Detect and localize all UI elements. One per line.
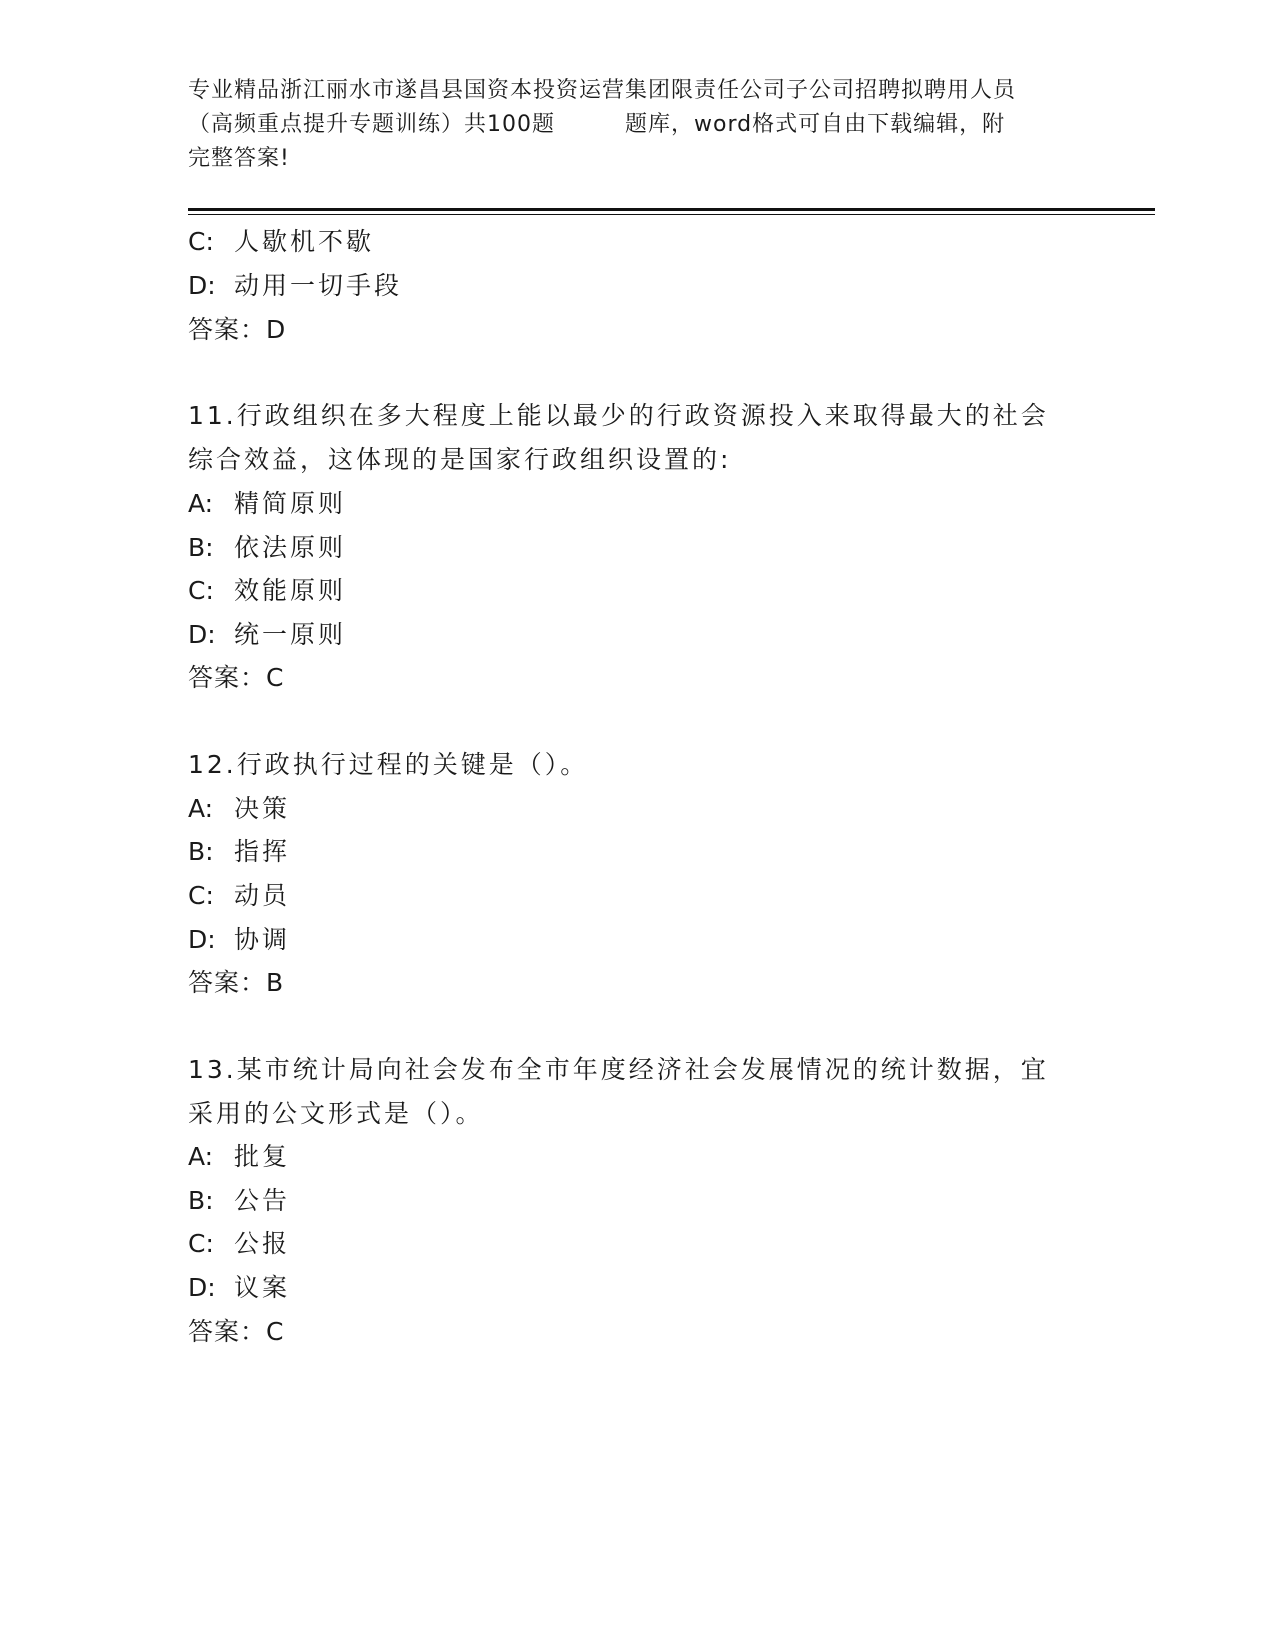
option-letter: C: xyxy=(188,576,214,605)
q12-option-d xyxy=(188,917,290,963)
option-letter: C: xyxy=(188,881,214,910)
option-text: 精简原则 xyxy=(234,489,347,518)
option-text: 效能原则 xyxy=(234,576,347,605)
header-line-2b: 题库，word格式可自由下载编辑，附 xyxy=(625,112,1006,137)
header-line-3: 完整答案! xyxy=(188,146,290,171)
header-divider-thick xyxy=(188,208,1155,211)
q12-stem-line-1: 12.行政执行过程的关键是（）。 xyxy=(188,750,589,779)
q11-option-b xyxy=(188,525,346,571)
prev-option-d xyxy=(188,263,402,309)
document-header xyxy=(188,74,1088,176)
q13-option-d xyxy=(188,1265,290,1311)
header-line-2 xyxy=(188,108,1088,142)
option-text: 统一原则 xyxy=(234,620,347,649)
q11-option-d xyxy=(188,612,346,658)
q11-stem-line-1: 11.行政组织在多大程度上能以最少的行政资源投入来取得最大的社会 xyxy=(188,401,1049,430)
option-text: 公报 xyxy=(234,1229,291,1258)
option-letter: C: xyxy=(188,227,214,256)
option-text: 协调 xyxy=(234,925,291,954)
q11-option-c xyxy=(188,568,346,614)
q11-stem-line-2: 综合效益，这体现的是国家行政组织设置的: xyxy=(188,445,732,474)
header-line-2a: （高频重点提升专题训练）共100题 xyxy=(188,112,555,137)
option-letter: A: xyxy=(188,794,214,823)
prev-answer: 答案：D xyxy=(188,315,287,344)
q11-option-a xyxy=(188,481,346,527)
option-text: 动员 xyxy=(234,881,291,910)
option-letter: D: xyxy=(188,271,216,300)
option-letter: B: xyxy=(188,1186,214,1215)
option-letter: D: xyxy=(188,925,216,954)
option-text: 批复 xyxy=(234,1142,291,1171)
option-letter: B: xyxy=(188,837,214,866)
q12-option-a xyxy=(188,786,290,832)
option-letter: C: xyxy=(188,1229,214,1258)
option-text: 公告 xyxy=(234,1186,291,1215)
header-line-1: 专业精品浙江丽水市遂昌县国资本投资运营集团限责任公司子公司招聘拟聘用人员 xyxy=(188,78,1017,103)
option-text: 人歇机不歇 xyxy=(234,227,375,256)
q12-option-c xyxy=(188,873,290,919)
option-text: 动用一切手段 xyxy=(234,271,403,300)
q13-answer: 答案：C xyxy=(188,1317,285,1346)
q11-answer: 答案：C xyxy=(188,663,285,692)
option-text: 议案 xyxy=(234,1273,291,1302)
option-letter: B: xyxy=(188,533,214,562)
q13-stem-line-1: 13.某市统计局向社会发布全市年度经济社会发展情况的统计数据，宜 xyxy=(188,1055,1049,1084)
q12-option-b xyxy=(188,829,290,875)
option-text: 指挥 xyxy=(234,837,291,866)
header-divider-thin xyxy=(188,214,1155,215)
option-text: 依法原则 xyxy=(234,533,347,562)
q13-option-a xyxy=(188,1134,290,1180)
option-text: 决策 xyxy=(234,794,291,823)
q13-stem-line-2: 采用的公文形式是（）。 xyxy=(188,1099,484,1128)
option-letter: D: xyxy=(188,620,216,649)
prev-option-c xyxy=(188,219,374,265)
option-letter: A: xyxy=(188,1142,214,1171)
q13-option-b xyxy=(188,1178,290,1224)
option-letter: A: xyxy=(188,489,214,518)
q12-answer: 答案：B xyxy=(188,968,285,997)
q13-option-c xyxy=(188,1221,290,1267)
option-letter: D: xyxy=(188,1273,216,1302)
